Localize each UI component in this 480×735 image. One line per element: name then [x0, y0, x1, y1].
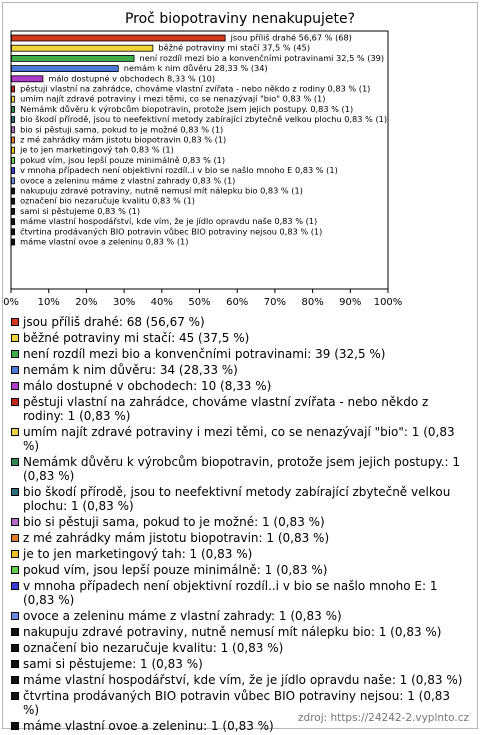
legend-label-9: bio si pěstuji sama, pokud to je možné: 1 (0,83 %) — [23, 515, 325, 529]
bar-label-1: běžné potraviny mi stačí 37,5 % (45) — [158, 42, 311, 53]
legend-label-7: Nemámk důvěru k výrobcům biopotravin, protože jsem jejich postupy.: 1 (0,83 %) — [23, 455, 461, 483]
bar-chart — [3, 3, 477, 313]
legend-swatch-12 — [11, 566, 19, 574]
legend-swatch-10 — [11, 534, 19, 542]
legend-item-6 — [11, 425, 469, 453]
legend-label-16: označení bio nezaručuje kvalitu: 1 (0,83 %) — [23, 641, 284, 655]
bar-17 — [12, 208, 15, 214]
bar-5 — [12, 86, 15, 92]
legend-swatch-19 — [11, 692, 19, 700]
legend-label-17: sami si pěstujeme: 1 (0,83 %) — [23, 657, 203, 671]
legend-item-8 — [11, 485, 469, 513]
bar-label-8: bio škodí přírodě, jsou to neefektivní metody zabírající zbytečně velkou plochu 0,83 % (1) — [20, 114, 388, 125]
bar-8 — [12, 117, 15, 123]
legend-item-7 — [11, 455, 469, 483]
legend-swatch-4 — [11, 382, 19, 390]
bar-15 — [12, 188, 15, 194]
legend-label-0: jsou příliš drahé: 68 (56,67 %) — [23, 315, 205, 329]
bar-label-17: sami si pěstujeme 0,83 % (1) — [20, 205, 141, 216]
legend-label-15: nakupuju zdravé potraviny, nutně nemusí mít nálepku bio: 1 (0,83 %) — [23, 625, 442, 639]
bar-18 — [12, 219, 15, 225]
x-tick-label-7: 70% — [263, 297, 287, 308]
bar-16 — [12, 198, 15, 204]
legend-label-4: málo dostupné v obchodech: 10 (8,33 %) — [23, 379, 272, 393]
bar-label-16: označení bio nezaručuje kvalitu 0,83 % (1) — [20, 195, 196, 206]
legend-item-13 — [11, 579, 469, 607]
bar-label-10: z mé zahrádky mám jistotu biopotravin 0,83 % (1) — [20, 134, 227, 145]
bar-label-2: není rozdíl mezi bio a konvenčními potravinami 32,5 % (39) — [139, 52, 385, 63]
bar-10 — [12, 137, 15, 143]
legend-swatch-11 — [11, 550, 19, 558]
bar-1 — [12, 45, 153, 51]
legend-swatch-2 — [11, 350, 19, 358]
chart-frame — [2, 2, 478, 733]
bar-label-19: čtvrtina prodávaných BIO potravin vůbec BIO potraviny nejsou 0,83 % (1) — [20, 226, 323, 237]
legend-label-1: běžné potraviny mi stačí: 45 (37,5 %) — [23, 331, 250, 345]
legend-item-15 — [11, 625, 469, 639]
bar-12 — [12, 157, 15, 163]
bar-label-0: jsou příliš drahé 56,67 % (68) — [230, 32, 352, 43]
x-tick-label-2: 20% — [75, 297, 98, 308]
legend-item-18 — [11, 673, 469, 687]
legend-swatch-9 — [11, 518, 19, 526]
x-tick-label-4: 40% — [150, 297, 173, 308]
x-tick-label-0: 0% — [3, 297, 19, 308]
bar-label-5: pěstuji vlastní na zahrádce, chováme vlastní zvířata - nebo někdo z rodiny 0,83 % (1) — [20, 83, 371, 94]
legend-label-12: pokud vím, jsou lepší pouze minimálně: 1 (0,83 %) — [23, 563, 328, 577]
legend-item-5 — [11, 395, 469, 423]
legend-item-11 — [11, 547, 469, 561]
bar-label-18: máme vlastní hospodářství, kde vím, že je jídlo opravdu naše 0,83 % (1) — [20, 216, 318, 227]
legend-item-0 — [11, 315, 469, 329]
bar-13 — [12, 168, 15, 174]
bar-label-12: pokud vím, jsou lepší pouze minimálně 0,83 % (1) — [20, 154, 226, 165]
legend-item-1 — [11, 331, 469, 345]
legend-label-3: nemám k nim důvěru: 34 (28,33 %) — [23, 363, 238, 377]
bar-9 — [12, 127, 15, 133]
legend-item-2 — [11, 347, 469, 361]
legend-label-18: máme vlastní hospodářství, kde vím, že je jídlo opravdu naše: 1 (0,83 %) — [23, 673, 463, 687]
bar-label-6: umím najít zdravé potraviny i mezi těmi, co se nenazývají "bio" 0,83 % (1) — [20, 93, 326, 104]
legend-label-6: umím najít zdravé potraviny i mezi těmi, co se nenazývají "bio": 1 (0,83 %) — [23, 425, 455, 453]
bar-7 — [12, 106, 15, 112]
legend-label-11: je to jen marketingový tah: 1 (0,83 %) — [23, 547, 253, 561]
bar-0 — [12, 35, 226, 41]
bar-label-11: je to jen marketingový tah 0,83 % (1) — [20, 144, 174, 155]
legend-item-14 — [11, 609, 469, 623]
legend-swatch-18 — [11, 676, 19, 684]
bar-label-3: nemám k nim důvěru 28,33 % (34) — [123, 63, 268, 74]
legend-label-13: v mnoha případech není objektivní rozdíl..i v bio se našlo mnoho E: 1 (0,83 %) — [23, 579, 438, 607]
legend-swatch-7 — [11, 458, 19, 466]
legend-swatch-17 — [11, 660, 19, 668]
chart-legend — [11, 315, 469, 735]
legend-swatch-14 — [11, 612, 19, 620]
legend-swatch-1 — [11, 334, 19, 342]
bar-4 — [12, 76, 43, 82]
legend-label-19: čtvrtina prodávaných BIO potravin vůbec BIO potraviny nejsou: 1 (0,83 %) — [23, 689, 451, 717]
x-tick-label-5: 50% — [188, 297, 211, 308]
legend-item-4 — [11, 379, 469, 393]
legend-item-3 — [11, 363, 469, 377]
x-tick-label-6: 60% — [226, 297, 249, 308]
legend-item-9 — [11, 515, 469, 529]
x-tick-label-8: 80% — [301, 297, 324, 308]
legend-label-2: není rozdíl mezi bio a konvenčními potravinami: 39 (32,5 %) — [23, 347, 386, 361]
bar-3 — [12, 66, 119, 72]
x-tick-label-9: 90% — [339, 297, 362, 308]
legend-item-12 — [11, 563, 469, 577]
source-credit: zdroj: https://24242-2.vyplnto.cz — [298, 712, 469, 724]
x-tick-label-1: 10% — [37, 297, 60, 308]
legend-item-10 — [11, 531, 469, 545]
legend-label-10: z mé zahrádky mám jistotu biopotravin: 1 (0,83 %) — [23, 531, 330, 545]
bar-20 — [12, 239, 15, 245]
legend-swatch-16 — [11, 644, 19, 652]
legend-item-17 — [11, 657, 469, 671]
legend-swatch-3 — [11, 366, 19, 374]
legend-swatch-8 — [11, 488, 19, 496]
legend-swatch-13 — [11, 582, 19, 590]
bar-label-14: ovoce a zeleninu máme z vlastní zahrady 0,83 % (1) — [20, 175, 236, 186]
bar-label-7: Nemámk důvěru k výrobcům biopotravin, protože jsem jejich postupy. 0,83 % (1) — [20, 103, 354, 114]
legend-label-14: ovoce a zeleninu máme z vlastní zahrady: 1 (0,83 %) — [23, 609, 342, 623]
legend-swatch-6 — [11, 428, 19, 436]
bar-6 — [12, 96, 15, 102]
x-tick-label-10: 100% — [373, 297, 403, 308]
bar-14 — [12, 178, 15, 184]
bar-label-15: nakupuju zdravé potraviny, nutně nemusí mít nálepku bio 0,83 % (1) — [20, 185, 303, 196]
legend-swatch-15 — [11, 628, 19, 636]
legend-label-5: pěstuji vlastní na zahrádce, chováme vlastní zvířata - nebo někdo z rodiny: 1 (0,83 %) — [23, 395, 429, 423]
chart-title: Proč biopotraviny nenakupujete? — [124, 11, 356, 27]
bar-2 — [12, 55, 135, 61]
x-tick-label-3: 30% — [112, 297, 136, 308]
legend-swatch-0 — [11, 318, 19, 326]
bar-label-9: bio si pěstuji sama, pokud to je možné 0,83 % (1) — [20, 124, 224, 135]
bar-19 — [12, 229, 15, 235]
legend-item-16 — [11, 641, 469, 655]
legend-swatch-5 — [11, 398, 19, 406]
legend-label-8: bio škodí přírodě, jsou to neefektivní metody zabírající zbytečně velkou plochu: 1 (0,83 %) — [23, 485, 451, 513]
bar-label-20: máme vlastní ovoe a zeleninu 0,83 % (1) — [20, 236, 189, 247]
bar-11 — [12, 147, 15, 153]
legend-label-20: máme vlastní ovoe a zeleninu: 1 (0,83 %) — [23, 719, 274, 733]
bar-label-13: v mnoha případech není objektivní rozdíl..i v bio se našlo mnoho E 0,83 % (1) — [20, 165, 338, 176]
bar-label-4: málo dostupné v obchodech 8,33 % (10) — [48, 73, 216, 84]
